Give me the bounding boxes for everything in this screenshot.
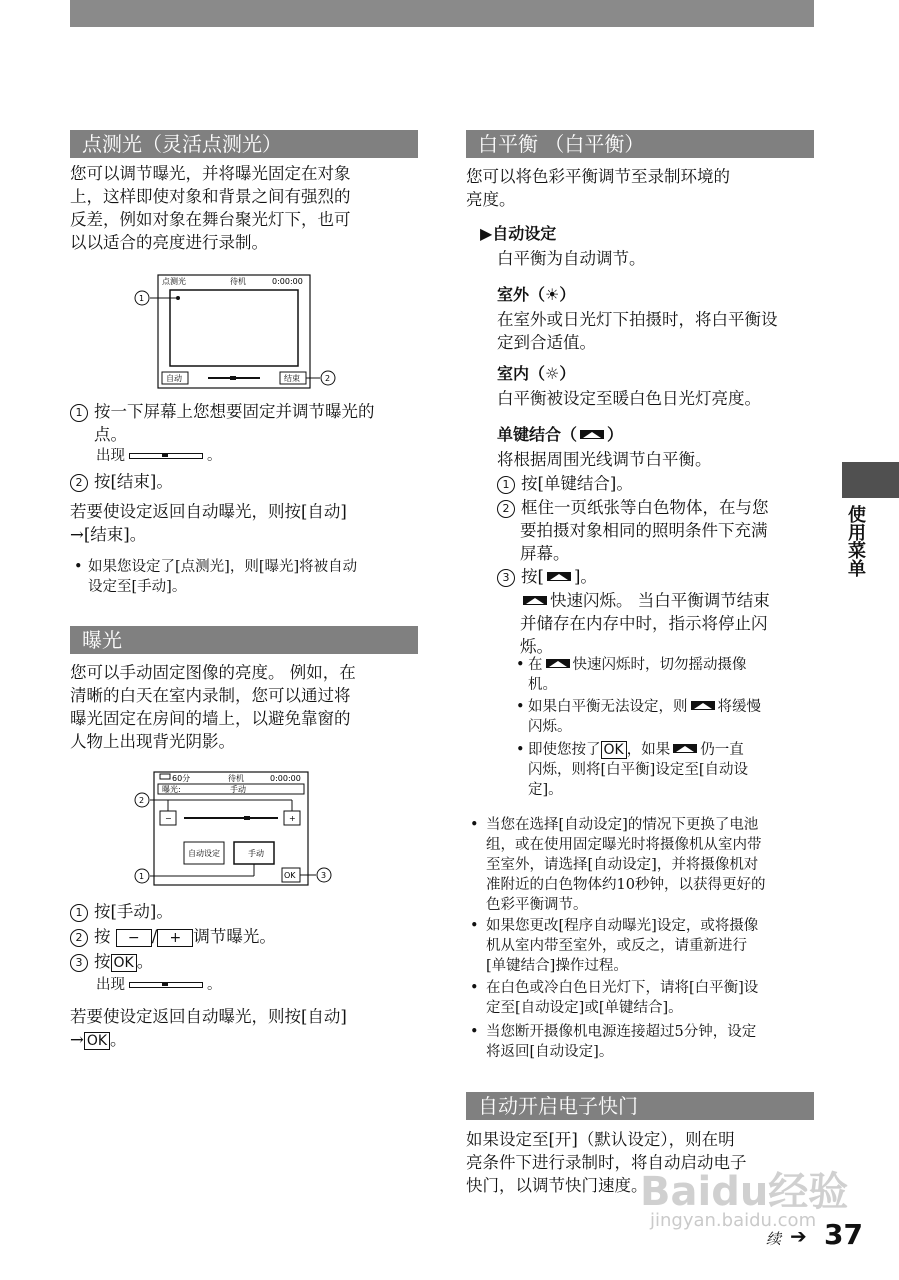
one-push-wb-icon — [543, 657, 573, 670]
note-text: 将返回[自动设定]。 — [486, 1044, 614, 1060]
spot-appear-line: 出现 。 — [96, 448, 222, 464]
note-text: 快速闪烁。 当白平衡调节结束 — [550, 591, 770, 610]
text-line: 反差，例如对象在舞台聚光灯下，也可 — [70, 210, 351, 229]
text-line: 快门，以调节快门速度。 — [466, 1176, 648, 1195]
spot-step-1-cont: 点。 — [94, 425, 127, 444]
top-banner — [70, 0, 814, 27]
step-text: 调节曝光。 — [193, 927, 276, 946]
page-number: 37 — [824, 1218, 863, 1251]
note-text: 组，或在使用固定曝光时将摄像机从室内带 — [486, 837, 762, 853]
one-push-wb-icon — [544, 570, 574, 583]
one-push-step-2 — [497, 496, 817, 565]
text-line: 若要使设定返回自动曝光，则按[自动] — [70, 502, 347, 521]
text-line: 在室外或日光灯下拍摄时，将白平衡设 — [497, 310, 778, 329]
callout-2: 2 — [325, 374, 331, 383]
note-text: ，如果 — [626, 742, 671, 758]
note-text: 机从室内带至室外，或反之，请重新进行 — [486, 938, 747, 954]
text-line: 定到合适值。 — [497, 333, 596, 352]
note-text: 在 — [528, 657, 543, 673]
one-push-step-1 — [497, 472, 633, 495]
auto-setting-desc: 白平衡为自动调节。 — [497, 249, 646, 268]
note-text: 准附近的白色物体约10秒钟，以获得更好的 — [486, 877, 766, 893]
sub-note-1: • 在 快速闪烁时，切勿摇动摄像 机。 — [528, 655, 818, 695]
step-text: 按[单键结合]。 — [521, 474, 633, 493]
battery-label: 60分 — [172, 774, 191, 783]
note-text: 在白色或冷白色日光灯下，请将[白平衡]设 — [486, 980, 759, 996]
note-text: 当您在选择[自动设定]的情况下更换了电池 — [486, 817, 759, 833]
step-text: 要拍摄对象相同的照明条件下充满 — [520, 521, 768, 540]
minus-button[interactable]: − — [165, 814, 172, 823]
text-line: 曝光固定在房间的墙上，以避免靠窗的 — [70, 709, 351, 728]
note-text: 定至[自动设定]或[单键结合]。 — [486, 1000, 683, 1016]
step-text: 按 — [94, 952, 111, 971]
text-line: 亮条件下进行录制时，将自动启动电子 — [466, 1153, 747, 1172]
auto-setting-heading: ▶自动设定 — [480, 224, 557, 243]
ok-key-icon: OK — [601, 741, 627, 759]
spot-meter-heading: 点测光（灵活点测光） — [70, 130, 418, 158]
spot-meter-intro — [70, 162, 420, 254]
exposure-return: 若要使设定返回自动曝光，则按[自动] → OK 。 — [70, 1005, 420, 1051]
side-tab-label: 使用菜单 — [845, 505, 866, 577]
arrow-text: → — [70, 1030, 84, 1049]
note-text: 如果白平衡无法设定，则 — [528, 699, 688, 715]
exposure-step-3: 3 按 OK 。 — [70, 950, 153, 973]
note-text: 至室外，请选择[自动设定]，并将摄像机对 — [486, 857, 759, 873]
screen-standby-label: 待机 — [230, 277, 246, 286]
exposure-slider-icon — [129, 453, 203, 459]
screen-time-label: 0:00:00 — [272, 277, 303, 286]
exposure-appear-line: 出现 。 — [96, 977, 222, 993]
note-text: 即使您按了 — [528, 742, 601, 758]
note-line: • 如果您设定了[点测光]，则[曝光]将被自动 — [88, 557, 428, 577]
watermark-logo: Baidu经验 — [640, 1169, 849, 1215]
exposure-label: 曝光: — [162, 785, 181, 794]
step-text: 按[手动]。 — [94, 902, 173, 921]
screen-mode-label: 点测光 — [162, 277, 186, 286]
auto-shutter-heading: 自动开启电子快门 — [466, 1092, 814, 1120]
callout-3: 3 — [321, 871, 327, 880]
spot-note — [88, 557, 428, 597]
note-text: 闪烁，则将[白平衡]设定至[自动设 — [528, 762, 748, 778]
one-push-wb-icon — [577, 428, 607, 441]
step-text: 框住一页纸张等白色物体，在与您 — [521, 498, 769, 517]
note-text: [单键结合]操作过程。 — [486, 958, 628, 974]
sub-note-2: • 如果白平衡无法设定，则 将缓慢 闪烁。 — [528, 697, 818, 737]
manual-button[interactable]: 手动 — [248, 849, 264, 858]
exposure-intro — [70, 661, 420, 753]
wb-note-2: • 如果您更改[程序自动曝光]设定，或将摄像 机从室内带至室外，或反之，请重新进行 [单键结合]操作过程。 — [486, 916, 820, 976]
one-push-step-3: 3 按[ ]。 — [497, 565, 597, 588]
note-line: 设定至[手动]。 — [88, 579, 187, 595]
note-text: 如果您更改[程序自动曝光]设定，或将摄像 — [486, 918, 759, 934]
auto-set-button[interactable]: 自动设定 — [188, 849, 220, 858]
screen-time-label: 0:00:00 — [270, 774, 301, 783]
minus-key-icon: − — [116, 929, 152, 947]
step-number: 3 — [70, 954, 88, 972]
watermark-url: jingyan.baidu.com — [650, 1210, 817, 1231]
note-text: 当您断开摄像机电源连接超过5分钟，设定 — [486, 1024, 757, 1040]
one-push-wb-icon — [688, 699, 718, 712]
text-line: 以以适合的亮度进行录制。 — [70, 233, 268, 252]
wb-note-1: • 当您在选择[自动设定]的情况下更换了电池 组，或在使用固定曝光时将摄像机从室内带 至室外，请选择[自动设定]，并将摄像机对 准附近的白色物体约10秒钟，以获得更好的 色彩平衡调节。 — [486, 815, 820, 915]
step-number: 1 — [497, 476, 515, 494]
exposure-step-1 — [70, 900, 173, 923]
spot-return — [70, 500, 420, 546]
auto-button[interactable]: 自动 — [166, 374, 182, 383]
note-text: 闪烁。 — [528, 719, 572, 735]
continued-arrow-icon: ➔ — [790, 1224, 807, 1248]
text-line: 您可以调节曝光，并将曝光固定在对象 — [70, 164, 351, 183]
exposure-slider-icon — [129, 982, 203, 988]
one-push-desc: 将根据周围光线调节白平衡。 — [497, 450, 712, 469]
exposure-step-2: 2 按 − / + 调节曝光。 — [70, 925, 276, 948]
outdoor-desc — [497, 308, 817, 354]
note-text: 机。 — [528, 677, 557, 693]
step-text: 按[结束]。 — [94, 472, 173, 491]
indoor-desc: 白平衡被设定至暖白色日光灯亮度。 — [497, 389, 761, 408]
one-push-wb-icon — [670, 742, 700, 755]
plus-key-icon: + — [157, 929, 193, 947]
continued-label: 续 — [766, 1230, 782, 1248]
note-text: 将缓慢 — [717, 699, 761, 715]
note-text: 色彩平衡调节。 — [486, 897, 588, 913]
note-text: 烁。 — [520, 637, 553, 656]
spot-step-1 — [70, 400, 420, 423]
step-number: 3 — [497, 569, 515, 587]
step-number: 1 — [70, 404, 88, 422]
text-line: 您可以手动固定图像的亮度。 例如，在 — [70, 663, 356, 682]
step-number: 1 — [70, 904, 88, 922]
exposure-mode: 手动 — [230, 785, 246, 794]
wb-note-3: • 在白色或冷白色日光灯下，请将[白平衡]设 定至[自动设定]或[单键结合]。 — [486, 978, 820, 1018]
indoor-heading: 室内（☼） — [497, 364, 576, 383]
note-text: 仍一直 — [700, 742, 744, 758]
note-text: 定]。 — [528, 782, 563, 798]
appear-label: 出现 — [96, 977, 125, 993]
text-line: 上，这样即使对象和背景之间有强烈的 — [70, 187, 351, 206]
step-text: 按[ — [521, 567, 544, 586]
one-push-heading: 单键结合（ ） — [497, 425, 624, 444]
appear-label: 出现 — [96, 448, 125, 464]
ok-key-icon: OK — [111, 954, 137, 972]
text-line: 人物上出现背光阴影。 — [70, 732, 235, 751]
step-number: 2 — [70, 929, 88, 947]
text-line: 如果设定至[开]（默认设定），则在明 — [466, 1130, 735, 1149]
end-button[interactable]: 结束 — [284, 374, 300, 383]
wb-note-4: • 当您断开摄像机电源连接超过5分钟，设定 将返回[自动设定]。 — [486, 1022, 820, 1062]
one-push-wb-icon — [520, 594, 550, 607]
step-text: 按一下屏幕上您想要固定并调节曝光的 — [94, 402, 375, 421]
screen-standby-label: 待机 — [228, 774, 244, 783]
step-text: 按 — [94, 927, 111, 946]
exposure-heading: 曝光 — [70, 626, 418, 654]
side-tab-marker — [842, 462, 899, 498]
outdoor-heading: 室外（☀） — [497, 285, 576, 304]
step-number: 2 — [497, 500, 515, 518]
exposure-screen-diagram — [120, 768, 350, 893]
text-line: 清晰的白天在室内录制，您可以通过将 — [70, 686, 351, 705]
callout-1: 1 — [139, 294, 145, 303]
text-line: 亮度。 — [466, 190, 516, 209]
sub-note-3: • 即使您按了 OK ，如果 仍一直 闪烁，则将[白平衡]设定至[自动设 定]。 — [528, 740, 818, 800]
one-push-step-3-note — [520, 589, 816, 658]
white-balance-intro — [466, 165, 816, 211]
ok-button[interactable]: OK — [284, 871, 296, 880]
spot-step-2 — [70, 470, 173, 493]
callout-2: 2 — [139, 796, 145, 805]
callout-1: 1 — [139, 872, 145, 881]
plus-button[interactable]: + — [289, 814, 296, 823]
heading-text: 单键结合（ — [497, 425, 578, 444]
spot-meter-screen-diagram — [120, 270, 350, 395]
text-line: 若要使设定返回自动曝光，则按[自动] — [70, 1007, 347, 1026]
white-balance-heading: 白平衡 （白平衡） — [466, 130, 814, 158]
note-text: 并储存在内存中时，指示将停止闪 — [520, 614, 768, 633]
ok-key-icon: OK — [84, 1032, 110, 1050]
step-text: 屏幕。 — [520, 544, 570, 563]
text-line: 您可以将色彩平衡调节至录制环境的 — [466, 167, 730, 186]
text-line: →[结束]。 — [70, 525, 147, 544]
note-text: 快速闪烁时，切勿摇动摄像 — [572, 657, 747, 673]
step-number: 2 — [70, 474, 88, 492]
